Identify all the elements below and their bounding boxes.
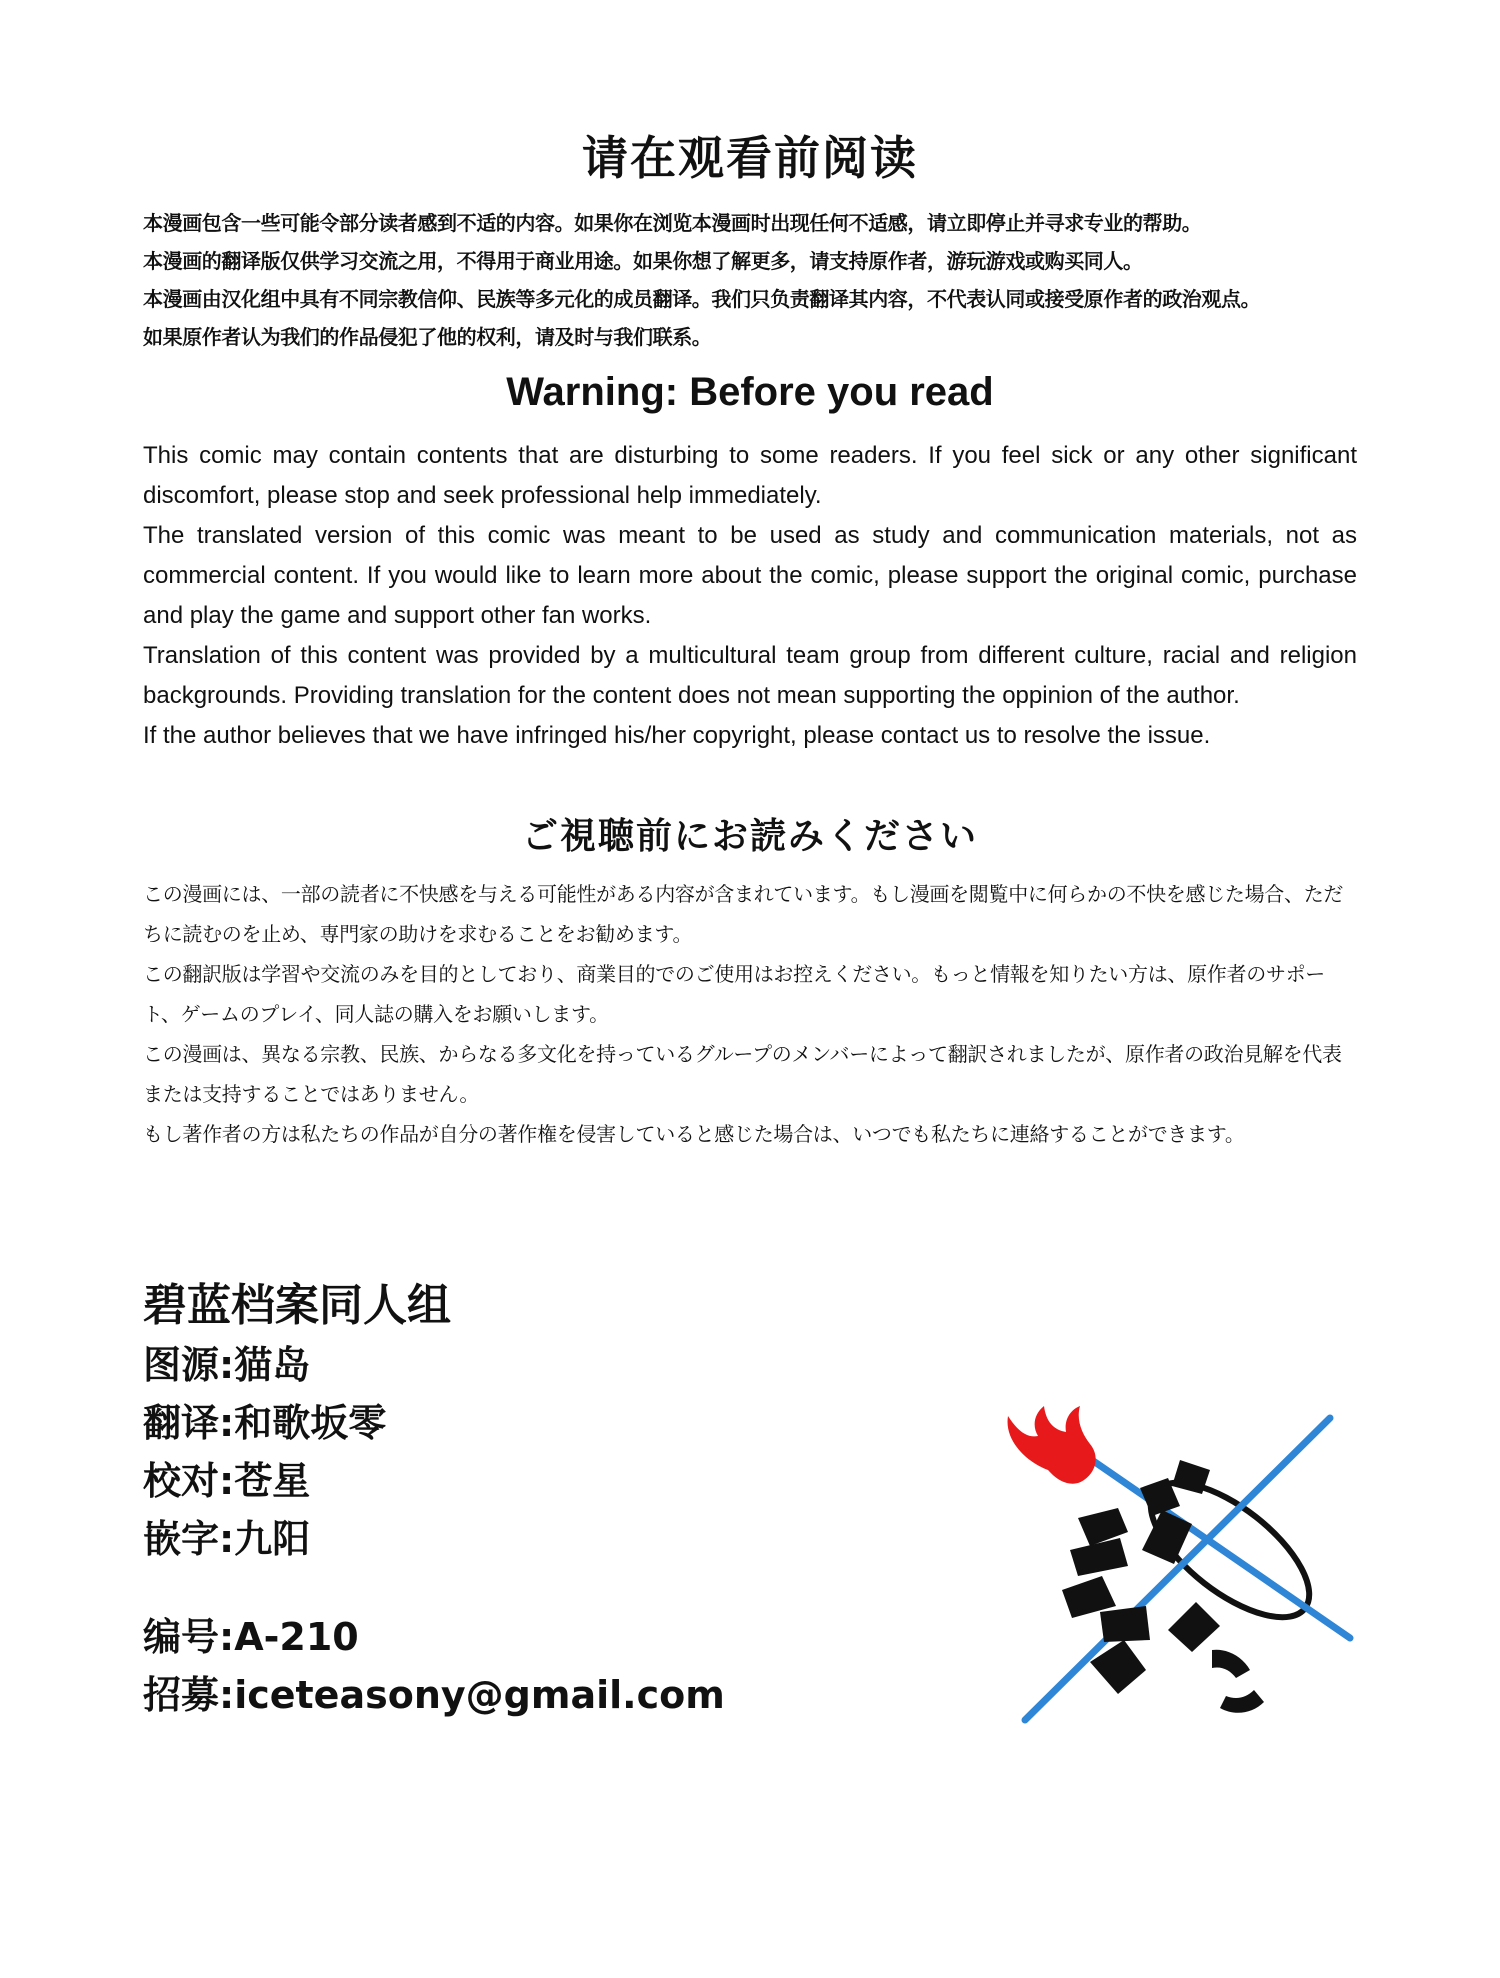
ja-paragraph-4: もし著作者の方は私たちの作品が自分の著作権を侵害していると感じた場合は、いつでも私たちに連絡することができます。 — [143, 1122, 1245, 1146]
ja-paragraph-3: この漫画は、異なる宗教、民族、からなる多文化を持っているグループのメンバーによって翻訳されましたが、原作者の政治見解を代表または支持することではありません。 — [143, 1042, 1342, 1106]
zh-title: 请在观看前阅读 — [582, 131, 918, 185]
recruit-email: 招募:iceteasony@gmail.com — [143, 1673, 725, 1717]
ja-notice — [143, 874, 1357, 1154]
zh-line-4: 如果原作者认为我们的作品侵犯了他的权利，请及时与我们联系。 — [143, 325, 712, 349]
group-name: 碧蓝档案同人组 — [143, 1280, 451, 1331]
ja-paragraph-1: この漫画には、一部の読者に不快感を与える可能性がある内容が含まれています。もし漫画を閲覧中に何らかの不快を感じた場合、ただちに読むのを止め、専門家の助けを求むることをお勧めます。 — [143, 882, 1344, 946]
zh-line-2: 本漫画的翻译版仅供学习交流之用，不得用于商业用途。如果你想了解更多，请支持原作者，游玩游戏或购买同人。 — [143, 249, 1143, 273]
zh-line-1: 本漫画包含一些可能令部分读者感到不适的内容。如果你在浏览本漫画时出现任何不适感，请立即停止并寻求专业的帮助。 — [143, 211, 1202, 235]
en-paragraph-2: The translated version of this comic was meant to be used as study and communication materials, not as commercial content. If you would like to learn more about the comic, please support the original comic, purchase and play the game and support other fan works. — [143, 522, 1357, 629]
en-paragraph-1: This comic may contain contents that are disturbing to some readers. If you feel sick or any other significant discomfort, please stop and seek professional help immediately. — [143, 442, 1357, 509]
en-notice — [143, 436, 1357, 756]
credit-proofreading: 校对:苍星 — [143, 1459, 311, 1503]
credit-translation: 翻译:和歌坂零 — [143, 1401, 387, 1445]
work-code: 编号:A-210 — [143, 1615, 359, 1659]
flame-shape — [1008, 1406, 1096, 1484]
team-emblem-icon — [990, 1400, 1370, 1740]
zh-notice — [143, 204, 1357, 356]
zh-line-3: 本漫画由汉化组中具有不同宗教信仰、民族等多元化的成员翻译。我们只负责翻译其内容，不代表认同或接受原作者的政治观点。 — [143, 287, 1261, 311]
en-title: Warning: Before you read — [506, 370, 994, 414]
credits-block — [143, 1276, 725, 1724]
credit-typesetting: 嵌字:九阳 — [143, 1517, 311, 1561]
credit-source: 图源:猫岛 — [143, 1343, 311, 1387]
en-paragraph-4: If the author believes that we have infringed his/her copyright, please contact us to resolve the issue. — [143, 722, 1211, 749]
ja-title: ご視聴前にお読みください — [521, 816, 978, 857]
en-paragraph-3: Translation of this content was provided by a multicultural team group from different culture, racial and religion backgrounds. Providing translation for the content does not mean supporting the oppinion of the author. — [143, 642, 1357, 709]
ja-paragraph-2: この翻訳版は学習や交流のみを目的としており、商業目的でのご使用はお控えください。もっと情報を知りたい方は、原作者のサポート、ゲームのプレイ、同人誌の購入をお願いします。 — [143, 962, 1325, 1026]
